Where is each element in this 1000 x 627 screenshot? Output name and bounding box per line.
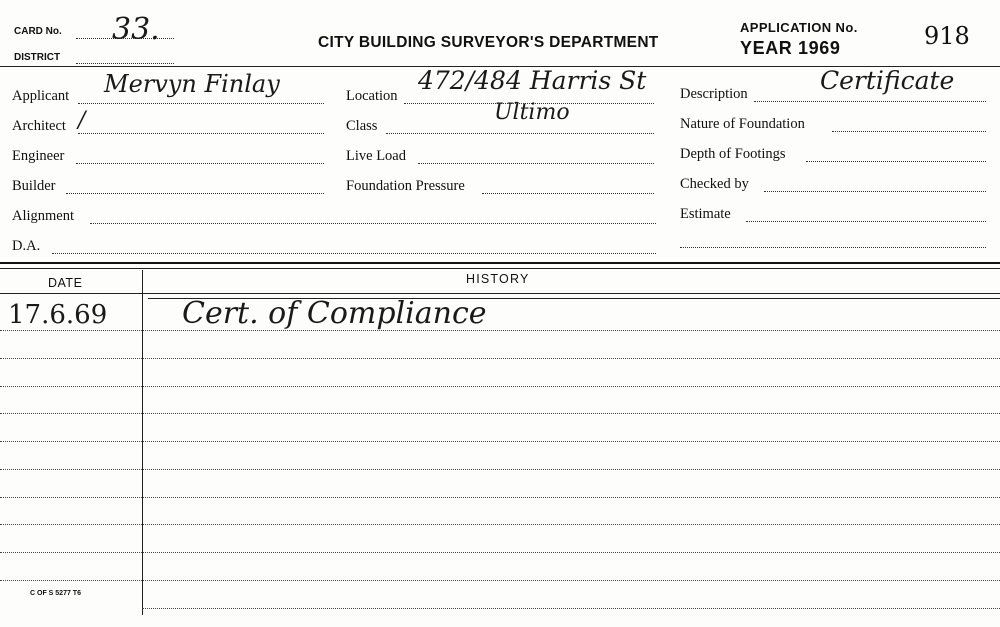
checked-by-label: Checked by xyxy=(680,176,749,192)
ruled-line xyxy=(0,469,1000,470)
engineer-line xyxy=(76,163,324,164)
ruled-line xyxy=(0,386,1000,387)
ruled-line xyxy=(0,330,1000,331)
architect-line xyxy=(78,133,324,134)
estimate-label: Estimate xyxy=(680,206,731,222)
ruled-line xyxy=(0,497,1000,498)
applicant-value: Mervyn Finlay xyxy=(104,70,280,98)
year-label: YEAR 1969 xyxy=(740,38,841,58)
alignment-label: Alignment xyxy=(12,208,75,224)
history-top-rule-thin xyxy=(0,268,1000,269)
nature-of-foundation-line xyxy=(832,131,986,132)
location-value: 472/484 Harris St xyxy=(418,66,647,95)
live-load-line xyxy=(418,163,654,164)
applicant-line xyxy=(78,103,324,104)
builder-label: Builder xyxy=(12,178,56,194)
location-label: Location xyxy=(346,88,398,104)
architect-value: / xyxy=(78,108,86,133)
history-date: 17.6.69 xyxy=(8,300,108,330)
description-line xyxy=(754,101,986,102)
history-column-header: HISTORY xyxy=(466,272,530,286)
card-no-value: 33. xyxy=(112,12,160,47)
application-no-label: APPLICATION No. xyxy=(740,20,858,35)
foundation-pressure-line xyxy=(482,193,654,194)
application-no-value: 918 xyxy=(924,22,970,50)
class-label: Class xyxy=(346,118,378,134)
ruled-line xyxy=(0,413,1000,414)
description-value: Certificate xyxy=(820,66,955,95)
department-title: CITY BUILDING SURVEYOR'S DEPARTMENT xyxy=(318,34,659,51)
date-column-divider xyxy=(142,270,143,615)
da-line xyxy=(52,253,656,254)
description-label: Description xyxy=(680,86,748,102)
district-line xyxy=(76,63,174,64)
foundation-pressure-label: Foundation Pressure xyxy=(346,178,465,194)
right-extra-line xyxy=(680,247,986,248)
ruled-line xyxy=(0,580,1000,581)
architect-label: Architect xyxy=(12,118,66,134)
ruled-line xyxy=(142,608,1000,609)
depth-of-footings-line xyxy=(806,161,986,162)
live-load-label: Live Load xyxy=(346,148,406,164)
nature-of-foundation-label: Nature of Foundation xyxy=(680,116,805,132)
card-no-label: CARD No. xyxy=(14,26,62,37)
applicant-label: Applicant xyxy=(12,88,70,104)
alignment-line xyxy=(90,223,656,224)
ruled-line xyxy=(0,441,1000,442)
district-label: DISTRICT xyxy=(14,52,61,63)
builder-line xyxy=(66,193,324,194)
date-column-header: DATE xyxy=(48,276,83,290)
class-line xyxy=(386,133,654,134)
ruled-line xyxy=(0,358,1000,359)
ruled-line xyxy=(0,524,1000,525)
engineer-label: Engineer xyxy=(12,148,65,164)
estimate-line xyxy=(746,221,986,222)
location-value-2: Ultimo xyxy=(494,100,570,125)
history-top-rule xyxy=(0,262,1000,264)
checked-by-line xyxy=(764,191,986,192)
form-code: C OF S 5277 T6 xyxy=(30,590,81,597)
history-header-rule xyxy=(0,293,1000,294)
da-label: D.A. xyxy=(12,238,41,254)
depth-of-footings-label: Depth of Footings xyxy=(680,146,786,162)
ruled-line xyxy=(0,552,1000,553)
history-entry: Cert. of Compliance xyxy=(182,296,487,331)
